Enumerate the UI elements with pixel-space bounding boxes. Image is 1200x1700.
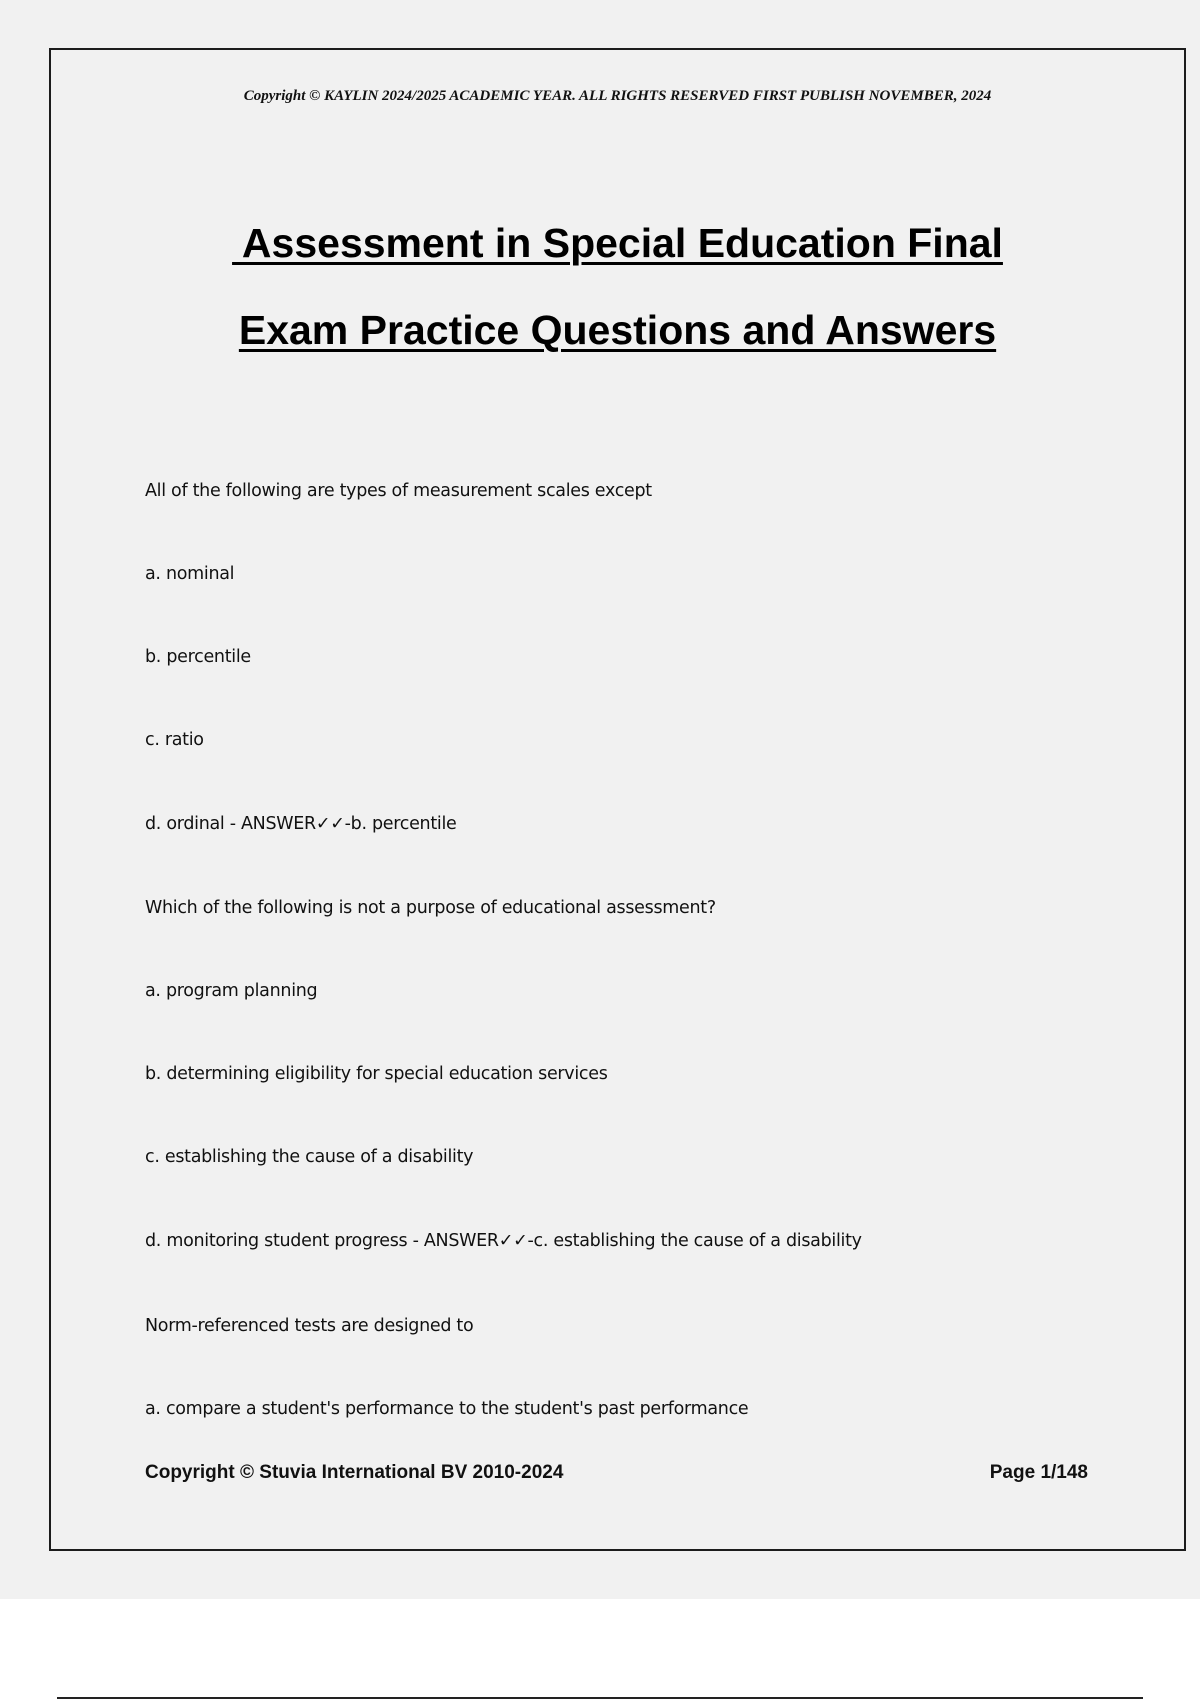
- question-2-option-c: c. establishing the cause of a disability: [145, 1147, 474, 1167]
- question-1-option-c: c. ratio: [145, 730, 204, 750]
- question-3-option-a: a. compare a student's performance to the student's past performance: [145, 1399, 749, 1419]
- document-page: [49, 48, 1186, 1551]
- question-2-option-b: b. determining eligibility for special education services: [145, 1064, 608, 1084]
- document-title-line-2: Exam Practice Questions and Answers: [238, 307, 997, 353]
- document-title-line-1: Assessment in Special Education Final: [232, 220, 1003, 266]
- question-1-option-a: a. nominal: [145, 564, 235, 584]
- question-1-text: All of the following are types of measurement scales except: [145, 481, 652, 501]
- footer-copyright: Copyright © Stuvia International BV 2010-2024: [145, 1462, 564, 1483]
- question-1-option-d-answer: d. ordinal - ANSWER✓✓-b. percentile: [145, 814, 457, 834]
- question-2-text: Which of the following is not a purpose of educational assessment?: [145, 898, 716, 918]
- question-3-text: Norm-referenced tests are designed to: [145, 1316, 474, 1336]
- question-2-option-a: a. program planning: [145, 981, 318, 1001]
- next-page-divider: [57, 1697, 1143, 1699]
- footer-page-number: Page 1/148: [989, 1462, 1088, 1483]
- question-1-option-b: b. percentile: [145, 647, 251, 667]
- question-2-option-d-answer: d. monitoring student progress - ANSWER✓✓-c. establishing the cause of a disability: [145, 1231, 862, 1251]
- header-copyright-notice: Copyright © KAYLIN 2024/2025 ACADEMIC YEAR. ALL RIGHTS RESERVED FIRST PUBLISH NOVEMBER, 2024: [243, 88, 992, 104]
